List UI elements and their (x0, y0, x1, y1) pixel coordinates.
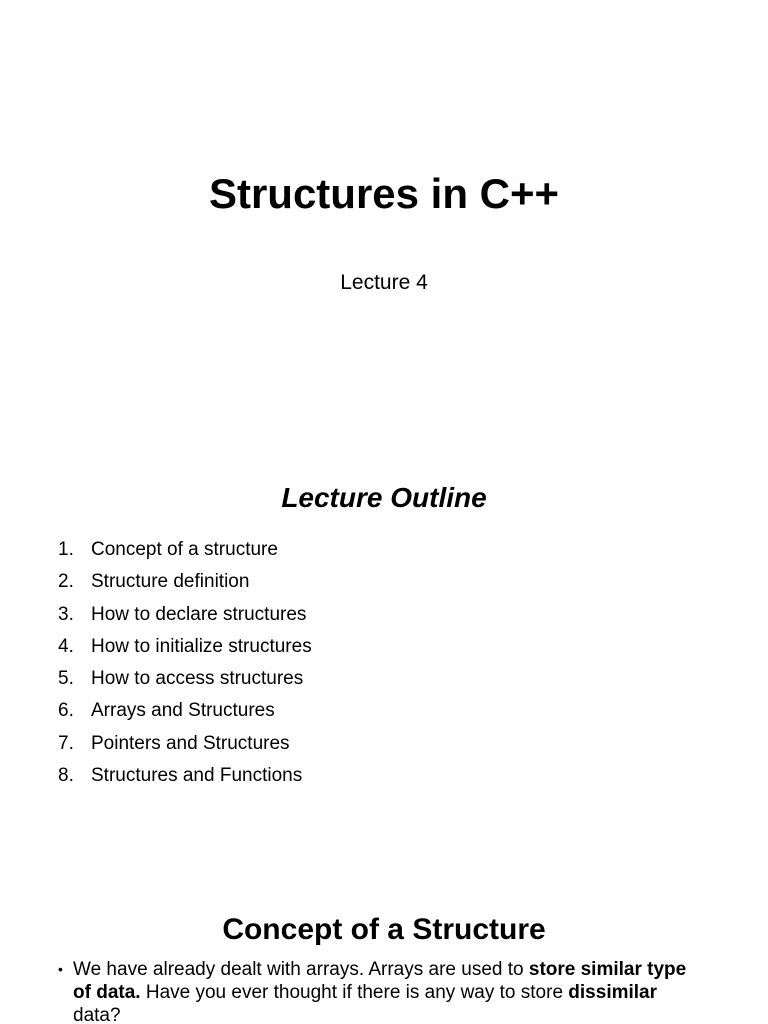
bullet-text-part: Have you ever thought if there is any way to store (140, 982, 569, 1003)
outline-item-number: 7. (58, 732, 74, 754)
outline-item-number: 6. (58, 700, 74, 722)
outline-slide (0, 410, 768, 820)
outline-item-label: How to access structures (91, 668, 304, 690)
outline-item (58, 631, 312, 663)
presentation-title: Structures in C++ (208, 170, 560, 217)
outline-item (58, 534, 312, 566)
outline-item-label: Structures and Functions (91, 765, 303, 787)
bullet-text-part: We have already dealt with arrays. Arrays are used to (73, 959, 529, 980)
outline-item (58, 566, 312, 598)
bullet-text (73, 958, 708, 1024)
outline-item-number: 5. (58, 668, 74, 690)
outline-title: Lecture Outline (281, 482, 487, 513)
outline-item (58, 760, 312, 792)
title-slide (0, 0, 768, 410)
outline-item-label: Arrays and Structures (91, 700, 275, 722)
outline-item-label: How to initialize structures (91, 635, 312, 657)
bullet-point (58, 958, 708, 1024)
outline-item-number: 2. (58, 571, 74, 593)
outline-item (58, 728, 312, 760)
bullet-text-part: data? (73, 1005, 121, 1024)
outline-item-number: 3. (58, 603, 74, 625)
outline-item-number: 4. (58, 635, 74, 657)
outline-item-number: 1. (58, 539, 74, 560)
outline-item (58, 663, 312, 695)
outline-item (58, 695, 312, 727)
outline-list (58, 534, 312, 792)
outline-item-label: How to declare structures (91, 603, 307, 625)
bullet-emphasis: dissimilar (568, 982, 658, 1003)
outline-item-label: Structure definition (91, 571, 250, 593)
outline-item (58, 599, 312, 631)
outline-item-label: Concept of a structure (91, 539, 278, 560)
lecture-subtitle: Lecture 4 (340, 271, 428, 294)
outline-item-label: Pointers and Structures (91, 732, 290, 754)
outline-item-number: 8. (58, 765, 74, 787)
concept-slide (0, 820, 768, 1024)
bullet-emphasis: store similar type of data. (73, 959, 687, 1003)
concept-title: Concept of a Structure (222, 913, 546, 946)
bullet-marker: • (58, 961, 63, 977)
